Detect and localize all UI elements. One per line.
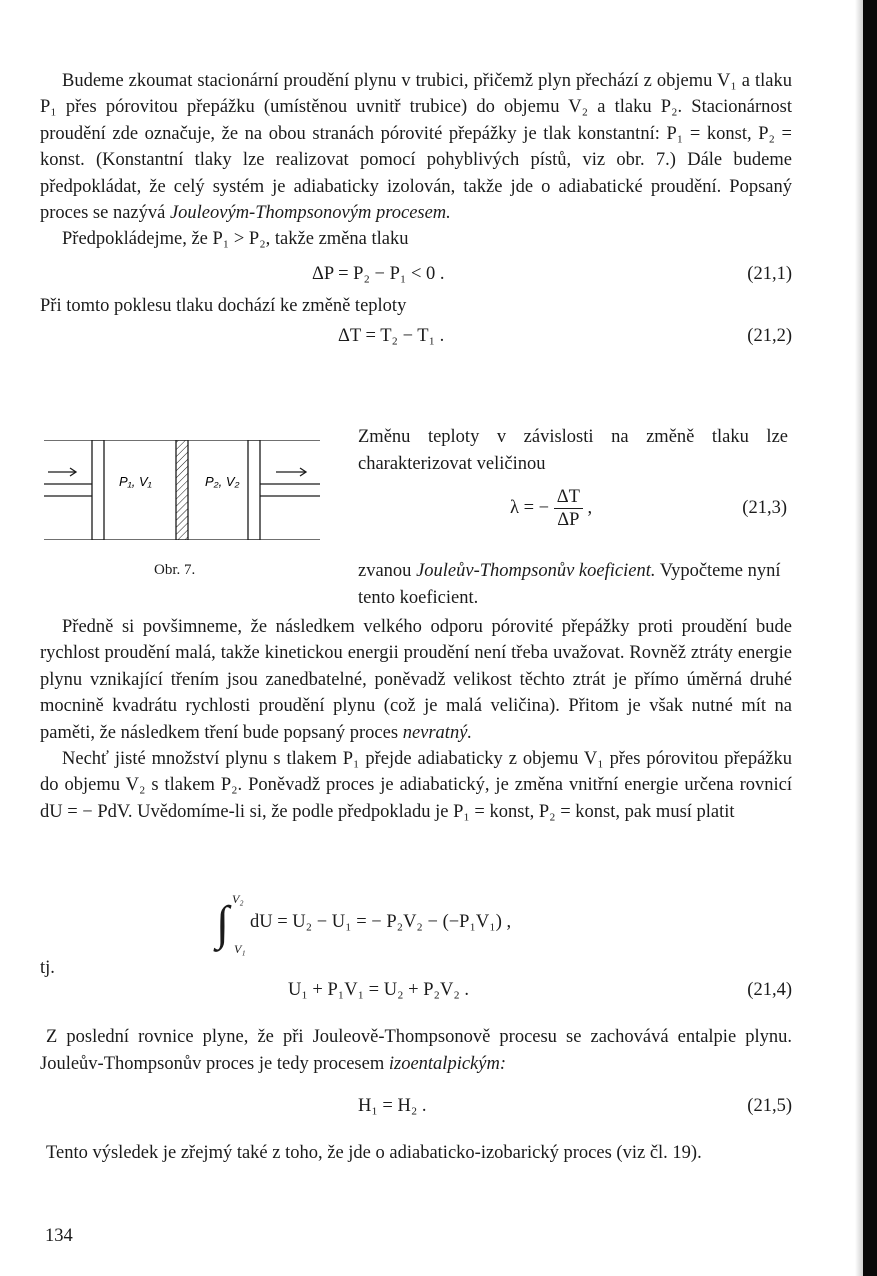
equation-formula: ΔP = P₂ − P₁ < 0 .	[312, 263, 445, 284]
fraction-denominator: ΔP	[557, 510, 580, 530]
paragraph-assumption: Předpokládejme, že P₁ > P₂, takže změna tlaku	[62, 229, 409, 250]
paragraph-conclusion-text: Tento výsledek je zřejmý také z toho, že jde o adiabaticko-izobarický proces (viz čl. 19).	[46, 1143, 702, 1163]
equation-formula: ΔT = T₂ − T₁ .	[338, 326, 445, 347]
page-body	[40, 68, 792, 355]
equation-21-1	[40, 253, 792, 293]
fraction	[554, 486, 583, 531]
equation-number: (21,3)	[742, 498, 787, 518]
integral-sign: ∫	[216, 897, 230, 950]
paragraph-characterize: Změnu teploty v závislosti na změně tlaku lze charakterizovat veličinou	[358, 427, 788, 474]
integral-upper-limit: V₂	[232, 892, 244, 906]
equation-21-5	[40, 1096, 792, 1126]
paragraph-enthalpy	[40, 1024, 792, 1078]
paragraph-enthalpy-text: Z poslední rovnice plyne, že při Jouleově-Thompsonově procesu se zachovává entalpie plynu. Jouleův-Thompsonův proces je tedy procesem izoentalpickým:	[40, 1027, 792, 1074]
paragraph-intro: Budeme zkoumat stacionární proudění plynu v trubici, přičemž plyn přechází z objemu V₁ a tlaku P₁ přes pórovitou přepážku (umístěnou uvnitř trubice) do objemu V₂ a tlaku P₂. Stacionárnost proudění zde označuje, že na obou stranách pórovité přepážky je tlak konstantní: P₁ = konst, P₂ = konst. (Konstantní tlaky lze realizovat pomocí pohyblivých pístů, viz obr. 7.) Dále budeme předpokládat, že celý systém je adiabaticky izolován, takže jde o adiabatické proudění. Popsaný proces se nazývá Jouleovým-Thompsonovým procesem.	[40, 71, 792, 224]
paragraph-conclusion	[40, 1140, 792, 1167]
figure-porous-plug	[44, 440, 320, 540]
equation-integral	[216, 892, 636, 958]
label-p2-v2: P₂, V₂	[205, 474, 240, 489]
equation-21-4	[40, 980, 792, 1010]
fraction-numerator: ΔT	[554, 486, 583, 509]
porous-plug	[176, 440, 188, 540]
equation-number: (21,4)	[747, 980, 792, 1000]
left-piston	[92, 440, 104, 540]
page-number: 134	[45, 1226, 73, 1246]
binding-shadow	[855, 0, 863, 1276]
equation-number: (21,1)	[747, 263, 792, 284]
fraction-comma: ,	[587, 497, 593, 518]
equation-21-3	[510, 486, 592, 531]
lambda-lhs: λ = −	[510, 497, 550, 518]
figure-caption: Obr. 7.	[154, 562, 196, 578]
equation-21-2	[40, 319, 792, 355]
integral-body: dU = U₂ − U₁ = − P₂V₂ − (−P₁V₁) ,	[250, 912, 512, 932]
tj-label: tj.	[40, 958, 55, 978]
paragraph-coefficient: zvanou Jouleův-Thompsonův koeficient. Vypočteme nyní tento koeficient.	[358, 561, 781, 608]
figure-side-text	[358, 424, 788, 478]
equation-number: (21,5)	[747, 1096, 792, 1116]
label-p1-v1: P₁, V₁	[119, 474, 152, 489]
equation-number: (21,2)	[747, 326, 792, 347]
binding-edge	[863, 0, 877, 1276]
equation-formula: U₁ + P₁V₁ = U₂ + P₂V₂ .	[288, 980, 470, 1000]
equation-formula: H₁ = H₂ .	[358, 1096, 427, 1116]
integral-lower-limit: V₁	[234, 942, 246, 956]
paragraph-friction: Předně si povšimneme, že následkem velkého odporu pórovité přepážky proti proudění bude rychlost proudění malá, takže kinetickou energii proudění není třeba uvažovat. Rovněž ztráty energie plynu vznikající třením jsou zanedbatelné, poněvadž velikost těchto ztrát je přímo úměrná druhé mocnině kvadrátu rychlosti proudění plynu (což je malá veličina). Přitom je však nutné mít na paměti, že následkem tření bude popsaný proces nevratný.	[40, 617, 792, 743]
page-body-lower	[40, 614, 792, 825]
paragraph-temperature: Při tomto poklesu tlaku dochází ke změně teploty	[40, 295, 407, 316]
right-piston	[248, 440, 260, 540]
paragraph-derivation: Nechť jisté množství plynu s tlakem P₁ přejde adiabaticky z objemu V₁ přes pórovitou přepážku do objemu V₂ s tlakem P₂. Poněvadž proces je adiabatický, je změna vnitřní energie určena rovnicí dU = − PdV. Uvědomíme-li si, že podle předpokladu je P₁ = konst, P₂ = konst, pak musí platit	[40, 749, 792, 822]
